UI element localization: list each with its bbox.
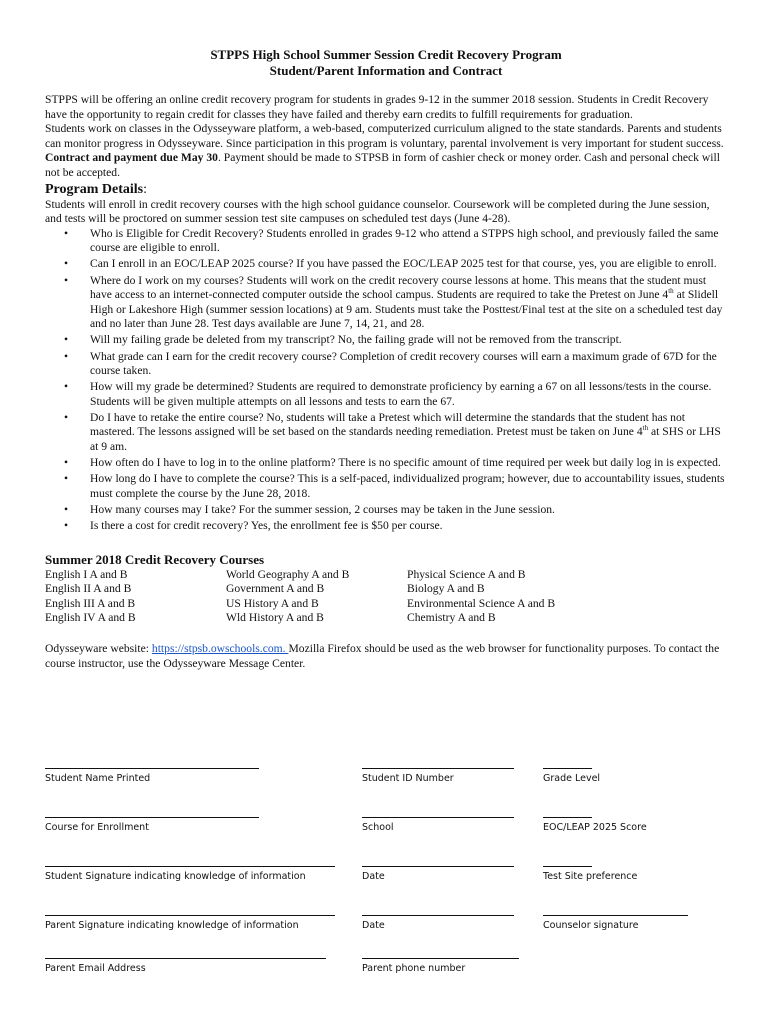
grade-level-line[interactable]	[543, 768, 592, 769]
website-label: Odysseyware website:	[45, 642, 152, 655]
test-site-label: Test Site preference	[543, 871, 638, 882]
parent-email-label: Parent Email Address	[45, 963, 146, 974]
course-item: World Geography A and B	[226, 567, 350, 581]
odysseyware-link[interactable]: https://stpsb.owschools.com.	[151, 642, 289, 655]
counselor-signature-label: Counselor signature	[543, 920, 639, 931]
faq-item	[90, 274, 727, 332]
parent-email-line[interactable]	[45, 958, 326, 959]
course-item: Physical Science A and B	[407, 567, 526, 581]
school-line[interactable]	[362, 817, 514, 818]
course-item: Government A and B	[226, 582, 325, 596]
course-item: Chemistry A and B	[407, 611, 496, 625]
program-details-colon: :	[143, 181, 147, 197]
course-item: English I A and B	[45, 567, 128, 581]
counselor-signature-line[interactable]	[543, 915, 688, 916]
student-signature-label: Student Signature indicating knowledge of information	[45, 871, 306, 882]
student-name-line[interactable]	[45, 768, 259, 769]
course-item: Wld History A and B	[226, 611, 324, 625]
faq-text: Where do I work on my courses? Students will work on the credit recovery course lessons at home. This means that the student must have access to an internet-connected computer outside the school campus. Students are required to take the Pretest on June 4	[90, 273, 707, 302]
faq-item: • How will my grade be determined? Students are required to demonstrate proficiency by earning a 67 on all lessons/tests in the course. Students will be given multiple attempts on all lessons and tests to earn the 67.	[90, 380, 727, 409]
date2-label: Date	[362, 920, 385, 931]
test-site-line[interactable]	[543, 866, 592, 867]
faq-item: • How long do I have to complete the course? This is a self-paced, individualized program; however, due to accountability issues, students must complete the course by the June 28, 2018.	[90, 472, 727, 501]
faq-text: at SHS or LHS at 9 am.	[90, 425, 721, 454]
faq-item: • Is there a cost for credit recovery? Yes, the enrollment fee is $50 per course.	[90, 519, 727, 534]
date1-line[interactable]	[362, 866, 514, 867]
course-grid	[45, 568, 727, 626]
intro-paragraph-2: Students work on classes in the Odysseyware platform, a web-based, computerized curriculum aligned to the state standards. Parents and students can monitor progress in Odysseyware. Since participation in this program is voluntary, parental involvement is very important for student success.	[45, 122, 724, 150]
details-intro: Students will enroll in credit recovery courses with the high school guidance counselor. Coursework will be completed during the June session, and tests will be proctored on summer session test site campuses on scheduled test days (June 4-28).	[45, 197, 710, 226]
student-id-label: Student ID Number	[362, 773, 454, 784]
program-details-heading-text: Program Details	[45, 181, 144, 197]
program-details-heading	[45, 182, 727, 198]
faq-item: • Will my failing grade be deleted from my transcript? No, the failing grade will not be removed from the transcript.	[90, 333, 727, 348]
parent-signature-label: Parent Signature indicating knowledge of information	[45, 920, 299, 931]
contract-paragraph	[45, 151, 727, 180]
grade-level-label: Grade Level	[543, 773, 601, 784]
document-page	[45, 47, 727, 683]
student-name-label: Student Name Printed	[45, 773, 151, 784]
faq-item: • What grade can I earn for the credit recovery course? Completion of credit recovery courses will earn a maximum grade of 67D for the course taken.	[90, 350, 727, 379]
course-item: US History A and B	[226, 596, 319, 610]
faq-list	[45, 227, 727, 534]
website-paragraph	[45, 642, 727, 671]
ordinal-suffix: th	[668, 287, 674, 296]
website-note: Mozilla Firefox should be used as the web browser for functionality purposes. To contact the course instructor, use the Odysseyware Message Center.	[45, 642, 720, 670]
course-item: English IV A and B	[45, 611, 136, 625]
date1-label: Date	[362, 871, 385, 882]
course-item: Biology A and B	[407, 582, 485, 596]
course-item: Environmental Science A and B	[407, 596, 556, 610]
contract-rest: . Payment should be made to STPSB in form of cashier check or money order. Cash and personal check will not be accepted.	[45, 151, 720, 179]
faq-item	[90, 411, 727, 455]
faq-text: Do I have to retake the entire course? No, students will take a Pretest which will determine the standards that the student has not mastered. The lessons assigned will be set based on the standards needing remediation. Pretest must be taken on June 4	[90, 410, 685, 439]
school-label: School	[362, 822, 394, 833]
date2-line[interactable]	[362, 915, 514, 916]
course-item: English III A and B	[45, 596, 136, 610]
student-signature-line[interactable]	[45, 866, 335, 867]
contract-due-bold: Contract and payment due May 30	[45, 151, 218, 165]
ordinal-suffix: th	[642, 424, 649, 433]
parent-phone-label: Parent phone number	[362, 963, 466, 974]
eoc-score-line[interactable]	[543, 817, 592, 818]
course-line[interactable]	[45, 817, 259, 818]
courses-heading: Summer 2018 Credit Recovery Courses	[45, 551, 265, 567]
faq-item: • Can I enroll in an EOC/LEAP 2025 course? If you have passed the EOC/LEAP 2025 test for that course, yes, you are eligible to enroll.	[90, 257, 727, 272]
faq-item: • Who is Eligible for Credit Recovery? Students enrolled in grades 9-12 who attend a STPPS high school, and previously failed the same course are eligible to enroll.	[90, 227, 727, 256]
eoc-score-label: EOC/LEAP 2025 Score	[543, 822, 647, 833]
doc-title: STPPS High School Summer Session Credit Recovery Program	[210, 47, 562, 62]
parent-signature-line[interactable]	[45, 915, 335, 916]
doc-subtitle: Student/Parent Information and Contract	[269, 63, 503, 78]
faq-text: at Slidell High or Lakeshore High (summer session locations) at 9 am. Students must take the Posttest/Final test at the site on a scheduled test day and no later than June 28. Test days available are June 7, 14, 21, and 28.	[90, 288, 723, 331]
parent-phone-line[interactable]	[362, 958, 519, 959]
faq-item: • How often do I have to log in to the online platform? There is no specific amount of time required per week but daily log in is expected.	[90, 456, 727, 471]
student-id-line[interactable]	[362, 768, 514, 769]
faq-item: • How many courses may I take? For the summer session, 2 courses may be taken in the June session.	[90, 503, 727, 518]
course-label: Course for Enrollment	[45, 822, 149, 833]
intro-paragraph-1: STPPS will be offering an online credit recovery program for students in grades 9-12 in the summer 2018 session. Students in Credit Recovery have the opportunity to regain credit for classes they have failed and thereby earn credits to fulfill requirements for graduation.	[45, 93, 709, 121]
course-item: English II A and B	[45, 582, 132, 596]
